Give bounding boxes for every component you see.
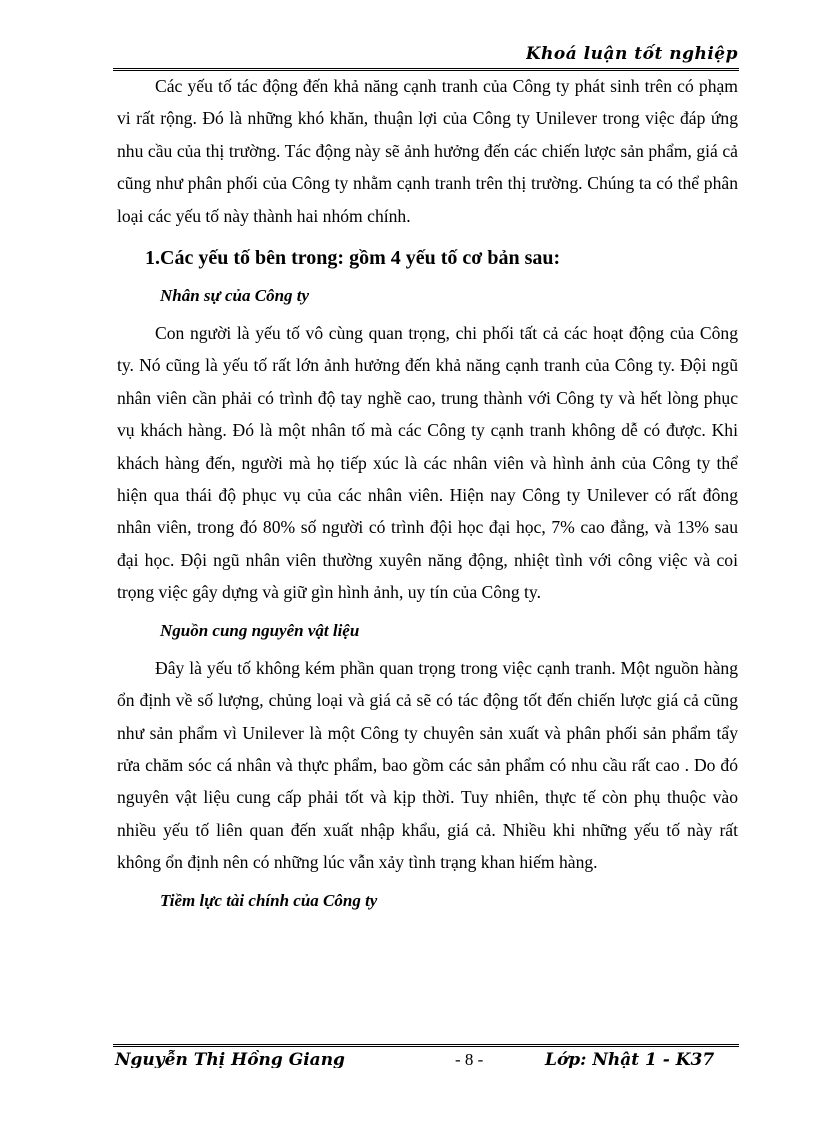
footer-author: Nguyễn Thị Hồng Giang [115,1050,345,1068]
header-title: Khoá luận tốt nghiệp [525,44,738,64]
page-footer [113,1050,739,1068]
subheading-personnel: Nhân sự của Công ty [160,286,310,306]
subheading-materials: Nguồn cung nguyên vật liệu [160,620,360,640]
personnel-paragraph: Con người là yếu tố vô cùng quan trọng, chi phối tất cả các hoạt động của Công ty. Nó cũng là yếu tố rất lớn ảnh hưởng đến khả năng cạnh tranh của Công ty. Đội ngũ nhân viên cần phải có trình độ tay nghề cao, trung thành với Công ty và hết lòng phục vụ khách hàng. Đó là một nhân tố mà các Công ty cạnh tranh không dễ có được. Khi khách hàng đến, người mà họ tiếp xúc là các nhân viên và hình ảnh của Công ty thể hiện qua thái độ phục vụ của các nhân viên. Hiện nay Công ty Unilever có rất đông nhân viên, trong đó 80% số người có trình đội học đại học, 7% cao đẳng, và 13% sau đại học. Đội ngũ nhân viên thường xuyên năng động, nhiệt tình với công việc và coi trọng việc gây dựng và giữ gìn hình ảnh, uy tín của Công ty. [117,323,738,603]
intro-paragraph: Các yếu tố tác động đến khả năng cạnh tranh của Công ty phát sinh trên có phạm vi rất rộng. Đó là những khó khăn, thuận lợi của Công ty Unilever trong việc đáp ứng nhu cầu của thị trường. Tác động này sẽ ảnh hưởng đến các chiến lược sản phẩm, giá cả cũng như phân phối của Công ty nhằm cạnh tranh trên thị trường. Chúng ta có thể phân loại các yếu tố này thành hai nhóm chính. [117,76,738,226]
section-heading-internal-factors: 1.Các yếu tố bên trong: gồm 4 yếu tố cơ bản sau: [145,247,561,270]
footer-class-label: Lớp: Nhật 1 - K37 [545,1050,715,1068]
subheading-finance: Tiềm lực tài chính của Công ty [160,890,378,910]
page-body [117,70,738,922]
footer-page-number: - 8 - [455,1050,484,1068]
footer-rule [113,1044,739,1047]
materials-paragraph: Đây là yếu tố không kém phần quan trọng trong việc cạnh tranh. Một nguồn hàng ổn định về số lượng, chủng loại và giá cả sẽ có tác động tốt đến chiến lược giá cả cũng như sản phẩm vì Unilever là một Công ty chuyên sản xuất và phân phối sản phẩm tẩy rửa chăm sóc cá nhân và thực phẩm, bao gồm các sản phẩm có nhu cầu rất cao . Do đó nguyên vật liệu cung cấp phải tốt và kịp thời. Tuy nhiên, thực tế còn phụ thuộc vào nhiều yếu tố liên quan đến xuất nhập khẩu, giá cả. Nhiều khi những yếu tố này rất không ổn định nên có những lúc vẫn xảy tình trạng khan hiếm hàng. [117,657,738,873]
